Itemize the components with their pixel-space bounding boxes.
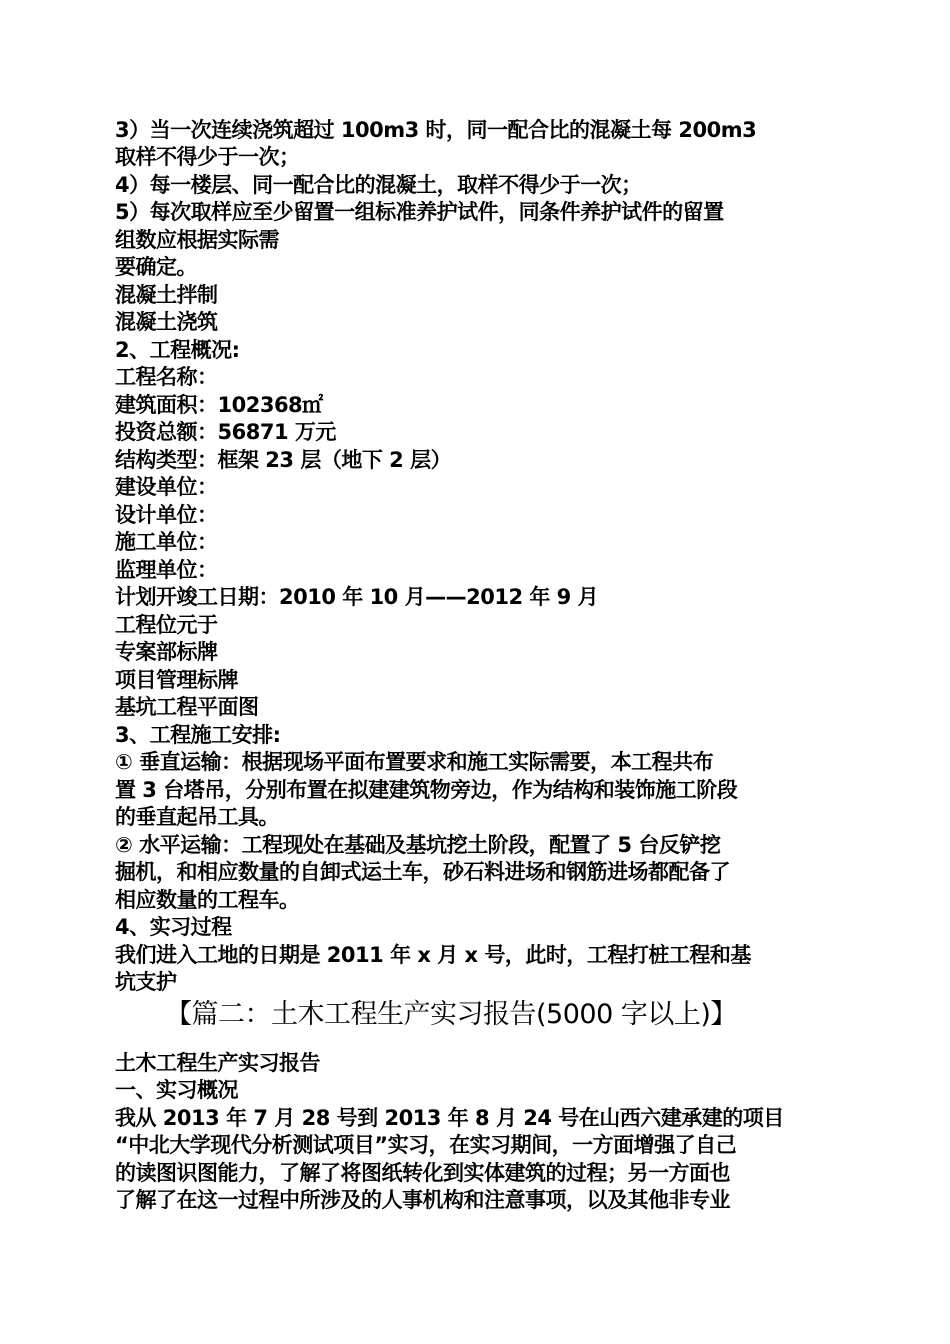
text-line: 我们进入工地的日期是 2011 年 x 月 x 号，此时，工程打桩工程和基 <box>115 943 751 967</box>
text-line: 置 3 台塔吊，分别布置在拟建建筑物旁边，作为结构和装饰施工阶段 <box>115 778 738 802</box>
text-line: 3）当一次连续浇筑超过 100m3 时，同一配合比的混凝土每 200m3 <box>115 118 757 142</box>
text-line: 组数应根据实际需 <box>115 228 279 252</box>
text-line: 的垂直起吊工具。 <box>115 805 279 829</box>
text-line: 我从 2013 年 7 月 28 号到 2013 年 8 月 24 号在山西六建承建的项目 <box>115 1106 784 1130</box>
text-line: ② 水平运输：工程现处在基础及基坑挖土阶段，配置了 5 台反铲挖 <box>115 833 721 857</box>
text-line: 5）每次取样应至少留置一组标准养护试件，同条件养护试件的留置 <box>115 200 724 224</box>
text-line: 一、实习概况 <box>115 1078 238 1102</box>
section-heading: 【篇二：土木工程生产实习报告(5000 字以上)】 <box>165 999 737 1030</box>
text-line: 工程名称： <box>115 365 218 389</box>
text-line: 4、实习过程 <box>115 915 232 939</box>
text-line: ① 垂直运输：根据现场平面布置要求和施工实际需要，本工程共布 <box>115 750 714 774</box>
text-line: 专案部标牌 <box>115 640 218 664</box>
text-line: 4）每一楼层、同一配合比的混凝土，取样不得少于一次； <box>115 173 642 197</box>
text-line: 监理单位： <box>115 558 218 582</box>
text-line: 基坑工程平面图 <box>115 695 259 719</box>
text-line: 项目管理标牌 <box>115 668 238 692</box>
text-line: 建筑面积：102368㎡ <box>115 393 323 417</box>
text-line: 掘机，和相应数量的自卸式运土车，砂石料进场和钢筋进场都配备了 <box>115 860 730 884</box>
text-line: 计划开竣工日期：2010 年 10 月——2012 年 9 月 <box>115 585 599 609</box>
text-line: 2、工程概况: <box>115 338 240 362</box>
text-line: 施工单位： <box>115 530 218 554</box>
text-line: 混凝土浇筑 <box>115 310 218 334</box>
text-line: 了解了在这一过程中所涉及的人事机构和注意事项，以及其他非专业 <box>115 1188 730 1212</box>
text-line: 工程位元于 <box>115 613 218 637</box>
text-line: 建设单位： <box>115 475 218 499</box>
text-line: 结构类型：框架 23 层（地下 2 层） <box>115 448 452 472</box>
text-line: 设计单位： <box>115 503 218 527</box>
text-line: 土木工程生产实习报告 <box>115 1051 320 1075</box>
text-line: 3、工程施工安排: <box>115 723 281 747</box>
text-line: 要确定。 <box>115 255 197 279</box>
text-line: 混凝土拌制 <box>115 283 218 307</box>
text-line: “中北大学现代分析测试项目”实习，在实习期间，一方面增强了自己 <box>115 1133 737 1157</box>
text-line: 取样不得少于一次； <box>115 145 300 169</box>
text-line: 坑支护 <box>115 970 177 994</box>
text-line: 投资总额：56871 万元 <box>115 420 336 444</box>
text-line: 相应数量的工程车。 <box>115 888 300 912</box>
text-line: 的读图识图能力，了解了将图纸转化到实体建筑的过程；另一方面也 <box>115 1161 730 1185</box>
